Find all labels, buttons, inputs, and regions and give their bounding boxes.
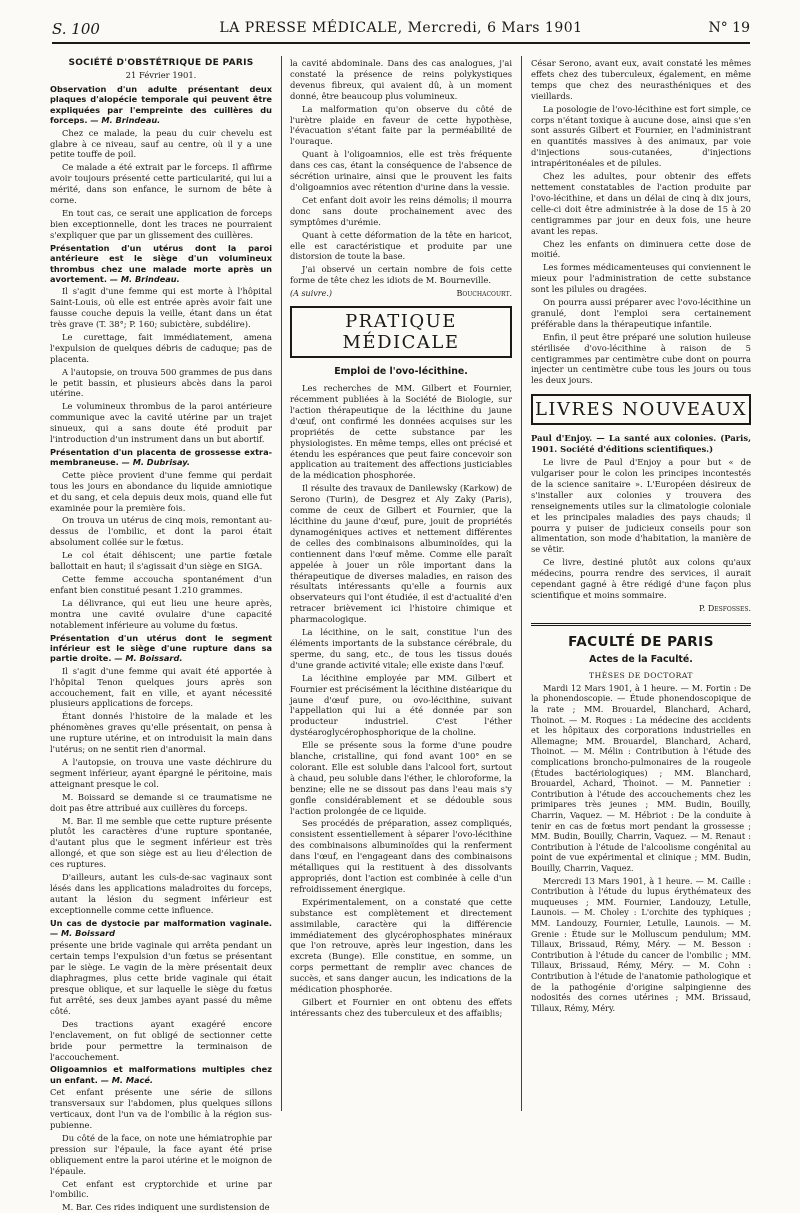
column-divider-right bbox=[521, 56, 522, 1111]
journal-title: LA PRESSE MÉDICALE, Mercredi, 6 Mars 1901 bbox=[219, 20, 583, 36]
paragraph: Elle se présente sous la forme d'une poudre blanche, cristalline, qui fond avant 100° en se colorant. Elle est soluble dans l'alcool fort, surtout à chaud, peu soluble dans l'éther, le chloroforme, la benzine; elle ne se dissout pas dans l'eau mais s'y gonfle considérablement et se dédouble sous l'action prolongée de ce liquide. bbox=[290, 740, 512, 816]
paragraph: D'ailleurs, autant les culs-de-sac vaginaux sont lésés dans les applications maladroites du forceps, autant la lésion du segment inférieur est exceptionnelle comme cette influence. bbox=[50, 872, 272, 915]
paragraph: Il résulte des travaux de Danilewsky (Karkow) de Serono (Turin), de Desgrez et Aly Zaky (Paris), comme de ceux de Gilbert et Fournier, que la lécithine du jaune d'œuf, pure, jouit de propriétés dynamogéniques actives et nettement différentes de celles des combinaisons albuminoïdes, qui la contiennent dans l'œuf même. Comme elle paraît appelée à jouer un rôle important dans la thérapeutique de diverses maladies, en raison des résultats intéressants qu'elle a fournis aux observateurs qui l'ont étudiée, il est d'actualité d'en retracer brièvement ici l'histoire chimique et pharmacologique. bbox=[290, 483, 512, 625]
review-signature: P. Desfosses. bbox=[699, 603, 751, 613]
author-signature: Bouchacourt. bbox=[456, 289, 512, 299]
paragraph: Gilbert et Fournier en ont obtenu des effets intéressants chez des tuberculeux et des affaiblis; bbox=[290, 996, 512, 1018]
paragraph: César Serono, avant eux, avait constaté les mêmes effets chez des tuberculeux, également, en même temps que chez des neurasthéniques et des vieillards. bbox=[531, 58, 751, 101]
paragraph: J'ai observé un certain nombre de fois cette forme de tête chez les idiots de M. Bourneville. bbox=[290, 264, 512, 286]
paragraph: Du côté de la face, on note une hémiatrophie par pression sur l'épaule, la face ayant été prise obliquement entre la paroi utérine et le moignon de l'épaule. bbox=[50, 1132, 272, 1176]
paragraph: Chez ce malade, la peau du cuir chevelu est glabre à ce niveau, sauf au centre, où il y a une petite touffe de poil. bbox=[50, 127, 272, 160]
society-date: 21 Février 1901. bbox=[125, 70, 197, 80]
paragraph: Ce livre, destiné plutôt aux colons qu'aux médecins, pourra rendre des services, il aurait cependant gagné à être rédigé d'une façon plus scientifique et moins sommaire. bbox=[531, 557, 751, 600]
paragraph: Ses procédés de préparation, assez compliqués, consistent essentiellement à séparer l'ovo-lécithine des combinaisons albuminoïdes qui la renferment dans l'œuf, en l'engageant dans des combinaisons métalliques qui la restituent à des dissolvants appropriés, dont l'action est combinée à celle d'un refroidissement énergique. bbox=[290, 818, 512, 894]
paragraph: Enfin, il peut être préparé une solution huileuse stérilisée d'ovo-lécithine à raison de 5 centigrammes par centimètre cube dont on pourra injecter un centimètre cube tous les jours ou tous les deux jours. bbox=[531, 331, 751, 386]
column-right bbox=[531, 58, 751, 1108]
paragraph: La posologie de l'ovo-lécithine est fort simple, ce corps n'étant toxique à aucune dose, ainsi que s'en sont assurés Gilbert et Fournier, en l'administrant en quantités massives à des animaux, par voie d'injections sous-cutanées, d'injections intrapéritonéales et de pilules. bbox=[531, 103, 751, 169]
column-middle bbox=[290, 58, 512, 1108]
paragraph: Mercredi 13 Mars 1901, à 1 heure. — M. Caille : Contribution à l'étude du lupus érythémateux des muqueuses ; MM. Fournier, Landouzy, Letulle, Launois. — M. Choley : L'orchite des typhiques ; MM. Landouzy, Fournier, Letulle, Launois. — M. Grenie : Étude sur le Molluscum pendulum; MM. Tillaux, Brissaud, Rémy, Méry. — M. Besson : Contribution à l'étude du cancer de l'ombilic ; MM. Tillaux, Brissaud, Rémy, Méry. — M. Cohn : Contribution à l'étude de l'anatomie pathologique et de la pathogénie d'origine salpingienne des nodosités des cornes utérines ; MM. Brissaud, Tillaux, Rémy, Méry. bbox=[531, 875, 751, 1013]
paragraph: Chez les adultes, pour obtenir des effets nettement constatables de l'action produite par l'ovo-lécithine, et dans un délai de cinq à dix jours, celle-ci doit être administrée à la dose de 15 à 20 centigrammes par jour en deux fois, une heure avant les repas. bbox=[531, 171, 751, 236]
article-signature bbox=[290, 289, 512, 298]
observation-title: Présentation d'un utérus dont la paroi antérieure est le siège d'un volumineux thrombus chez une malade morte après un avortement. — M. Brindeau. bbox=[50, 242, 272, 284]
page-number: S. 100 bbox=[52, 20, 100, 38]
paragraph: présente une bride vaginale qui arrêta pendant un certain temps l'expulsion d'un fœtus se présentant par le siège. Le vagin de la mère présentait deux diaphragmes, plus cette bride vaginale qui était presque oblique, et sur laquelle le siège du fœtus fut arrêté, ses deux jambes ayant passé du même côté. bbox=[50, 940, 272, 1016]
paragraph: Étant donnés l'histoire de la malade et les phénomènes graves qu'elle présentait, on pensa à une rupture utérine, et on introduisit la main dans l'utérus; on ne sentit rien d'anormal. bbox=[50, 711, 272, 755]
paragraph: Les formes médicamenteuses qui conviennent le mieux pour l'administration de cette substance sont les pilules ou dragées. bbox=[531, 262, 751, 295]
books-heading-box: LIVRES NOUVEAUX bbox=[531, 394, 751, 425]
paragraph: Il s'agit d'une femme qui avait été apportée à l'hôpital Tenon quelques jours après son accouchement, fait en ville, et ayant nécessité plusieurs applications de forceps. bbox=[50, 665, 272, 709]
paragraph: Chez les enfants on diminuera cette dose de moitié. bbox=[531, 238, 751, 260]
acts-title: Actes de la Faculté. bbox=[589, 653, 693, 665]
observation-title: Présentation d'un utérus dont le segment inférieur est le siège d'une rupture dans sa partie droite. — M. Boissard. bbox=[50, 632, 272, 664]
paragraph: La lécithine employée par MM. Gilbert et Fournier est précisément la lécithine distéarique du jaune d'œuf pure, ou ovo-lécithine, suivant l'appellation qui lui a été donnée par son producteur industriel. C'est l'éther dystéaroglycérophosphorique de la choline. bbox=[290, 672, 512, 738]
paragraph: Il s'agit d'une femme qui est morte à l'hôpital Saint-Louis, où elle est entrée après avoir fait une fausse couche depuis la veille, étant dans un état très grave (T. 38°; P. 160; subictère, subdélire). bbox=[50, 286, 272, 330]
paragraph: Cette pièce provient d'une femme qui perdait tous les jours en abondance du liquide amniotique et du sang, et cela depuis deux mois, quand elle fut examinée pour la première fois. bbox=[50, 469, 272, 513]
observation-title: Un cas de dystocie par malformation vaginale. — M. Boissard bbox=[50, 917, 272, 939]
observation-title: Présentation d'un placenta de grossesse extra-membraneuse. — M. Dubrisay. bbox=[50, 447, 272, 468]
society-title: SOCIÉTÉ D'OBSTÉTRIQUE DE PARIS bbox=[68, 58, 254, 68]
paragraph: La malformation qu'on observe du côté de l'urètre plaide en faveur de cette hypothèse, l'évacuation s'étant faite par la perméabilité de l'ouraque. bbox=[290, 103, 512, 147]
paragraph: Quant à l'oligoamnios, elle est très fréquente dans ces cas, étant la conséquence de l'absence de sécrétion urinaire, ainsi que le prouvent les faits d'oligoamnios avec rétention d'urine dans la vessie. bbox=[290, 149, 512, 192]
column-divider-left bbox=[281, 56, 282, 1111]
observation-title: Oligoamnios et malformations multiples chez un enfant. — M. Macé. bbox=[50, 1064, 272, 1085]
paragraph: En tout cas, ce serait une application de forceps bien exceptionnelle, dont les traces ne pourraient s'expliquer que par un glissement des cuillères. bbox=[50, 207, 272, 240]
theses-subtitle: THÈSES DE DOCTORAT bbox=[589, 670, 693, 680]
book-reference: Paul d'Enjoy. — La santé aux colonies. (Paris, 1901. Société d'éditions scientifiques.) bbox=[531, 433, 751, 455]
paragraph: la cavité abdominale. Dans des cas analogues, j'ai constaté la présence de reins polykystiques devenus fibreux, qui avaient dû, à un moment donné, être beaucoup plus volumineux. bbox=[290, 58, 512, 101]
to-be-continued: (A suivre.) bbox=[290, 289, 332, 299]
paragraph: Le volumineux thrombus de la paroi antérieure communique avec la cavité utérine par un trajet sinueux, qui a sans doute été produit par l'introduction d'un instrument dans un but abortif. bbox=[50, 401, 272, 445]
paragraph: Ce malade a été extrait par le forceps. Il affirme avoir toujours présenté cette particularité, qui lui a mérité, dans son enfance, le surnom de bête à corne. bbox=[50, 162, 272, 206]
paragraph: M. Boissard se demande si ce traumatisme ne doit pas être attribué aux cuillères du forceps. bbox=[50, 791, 272, 813]
paragraph: On trouva un utérus de cinq mois, remontant au-dessus de l'ombilic, et dont la paroi était absolument collée sur le fœtus. bbox=[50, 515, 272, 548]
observation-title: Observation d'un adulte présentant deux plaques d'alopécie temporale qui peuvent être expliquées par l'empreinte des cuillères du forceps. — M. Brindeau. bbox=[50, 84, 272, 126]
faculty-heading: FACULTÉ DE PARIS bbox=[531, 623, 751, 650]
paragraph: Le livre de Paul d'Enjoy a pour but « de vulgariser pour le colon les principes incontestés de la science sanitaire ». L'Européen désireux de s'installer aux colonies y trouvera des renseignements utiles sur la climatologie coloniale et les principales maladies des pays chauds; il pourra y puiser de judicieux conseils pour son alimentation, son mode d'habitation, la manière de se vêtir. bbox=[531, 457, 751, 555]
paragraph: Les recherches de MM. Gilbert et Fournier, récemment publiées à la Société de Biologie, sur l'action thérapeutique de la lécithine du jaune d'œuf, ont confirmé les données acquises sur les propriétés de cette substance par les physiologistes. En même temps, elles ont précisé et étendu les espérances que peut faire concevoir son application au traitement des affections justiciables de la médication phosphorée. bbox=[290, 383, 512, 481]
paragraph: On pourra aussi préparer avec l'ovo-lécithine un granulé, dont l'emploi sera certainement préférable dans la thérapeutique infantile. bbox=[531, 297, 751, 329]
paragraph: Expérimentalement, on a constaté que cette substance est complètement et directement assimilable, caractère qui la différencie immédiatement des glycérophosphates minéraux que l'on retrouve, après leur ingestion, dans les excreta (Bunge). Elle constitue, en somme, un corps permettant de remplir avec chances de succès, et sans danger aucun, les indications de la médication phosphorée. bbox=[290, 896, 512, 995]
paragraph: Des tractions ayant exagéré encore l'enclavement, on fut obligé de sectionner cette bride pour permettre la terminaison de l'accouchement. bbox=[50, 1018, 272, 1062]
paragraph: Cet enfant doit avoir les reins démolis; il mourra donc sans doute prochainement avec des symptômes d'urémie. bbox=[290, 194, 512, 227]
column-left bbox=[50, 58, 272, 1213]
paragraph: Le curettage, fait immédiatement, amena l'expulsion de quelques débris de caduque; pas de placenta. bbox=[50, 331, 272, 364]
paragraph: A l'autopsie, on trouva 500 grammes de pus dans le petit bassin, et plusieurs abcès dans la paroi utérine. bbox=[50, 366, 272, 399]
paragraph: Mardi 12 Mars 1901, à 1 heure. — M. Fortin : De la phonendoscopie. — Étude phonendoscopique de la rate ; MM. Brouardel, Blanchard, Achard, Thoinot. — M. Roques : La médecine des accidents et les hôpitaux des corporations industrielles en Allemagne; MM. Brouardel, Blanchard, Achard, Thoinot. — M. Mélin : Contribution à l'étude des complications broncho-pulmonaires de la rougeole (Études bactériologiques) ; MM. Blanchard, Brouardel, Achard, Thoinot. — M. Pannetier : Contribution à l'étude des accouchements chez les primipares très jeunes ; MM. Budin, Bouilly, Charrin, Vaquez. — M. Hébriot : De la conduite à tenir en cas de fœtus mort pendant la grossesse ; MM. Budin, Bouilly, Charrin, Vaquez. — M. Renaut : Contribution à l'étude de l'alcoolisme congénital au point de vue expérimental et clinique ; MM. Budin, Bouilly, Charrin, Vaquez. bbox=[531, 682, 751, 873]
paragraph: Le col était déhiscent; une partie fœtale ballottait en haut; il s'agissait d'un siège en SIGA. bbox=[50, 550, 272, 572]
issue-number: N° 19 bbox=[708, 20, 750, 36]
paragraph: Quant à cette déformation de la tête en haricot, elle est caractéristique et produite par une distorsion de toute la base. bbox=[290, 229, 512, 262]
paragraph: Cet enfant présente une série de sillons transversaux sur l'abdomen, plus quelques sillons verticaux, dont l'un va de l'ombilic à la région sus-pubienne. bbox=[50, 1087, 272, 1130]
paragraph: La lécithine, on le sait, constitue l'un des éléments importants de la substance cérébrale, du sperme, du sang, etc., de tous les tissus doués d'une grande activité vitale; elle existe dans l'œuf. bbox=[290, 627, 512, 670]
paragraph: M. Bar. Il me semble que cette rupture présente plutôt les caractères d'une rupture spontanée, d'autant plus que le segment inférieur est très allongé, et que son siège est au lieu d'élection de ces ruptures. bbox=[50, 815, 272, 870]
paragraph: Cette femme accoucha spontanément d'un enfant bien constitué pesant 1.210 grammes. bbox=[50, 573, 272, 595]
paragraph: M. Bar. Ces rides indiquent une surdistension de bbox=[62, 1202, 270, 1213]
paragraph: La délivrance, qui eut lieu une heure après, montra une cavité ovulaire d'une capacité notablement inférieure au volume du fœtus. bbox=[50, 597, 272, 630]
article-title: Emploi de l'ovo-lécithine. bbox=[334, 366, 468, 378]
paragraph: Cet enfant est cryptorchide et urine par l'ombilic. bbox=[50, 1178, 272, 1200]
section-heading-box: PRATIQUE MÉDICALE bbox=[290, 306, 512, 358]
running-header bbox=[52, 20, 750, 44]
paragraph: A l'autopsie, on trouva une vaste déchirure du segment inférieur, ayant épargné le péritoine, mais atteignant presque le col. bbox=[50, 756, 272, 789]
